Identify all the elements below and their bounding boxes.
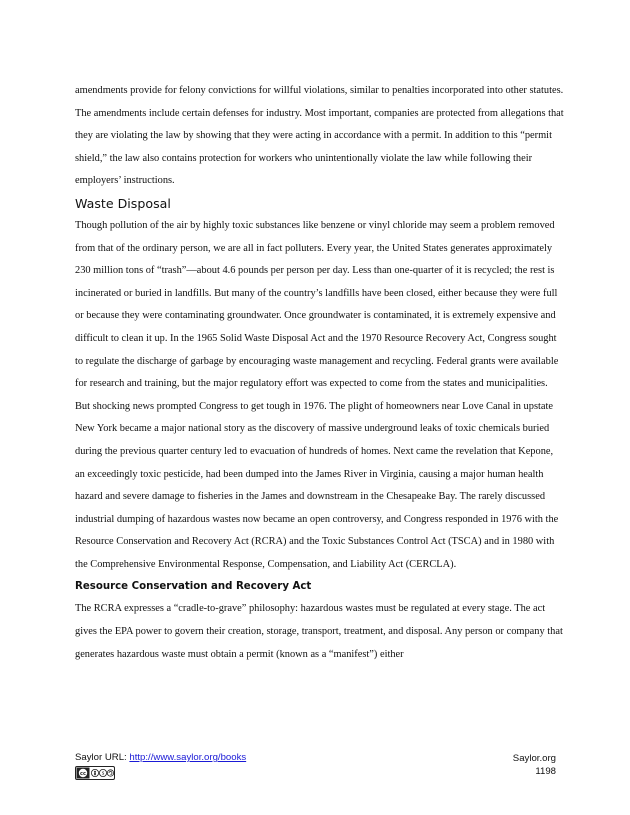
page-number: 1198 xyxy=(535,766,556,777)
footer-source-link[interactable]: http://www.saylor.org/books xyxy=(129,752,247,763)
svg-text:$: $ xyxy=(101,771,105,777)
footer-page-info xyxy=(513,752,556,778)
section-heading: Waste Disposal xyxy=(75,195,171,211)
subsection-heading: Resource Conservation and Recovery Act xyxy=(75,581,312,593)
paragraph: But shocking news prompted Congress to get tough in 1976. The plight of homeowners near Love Canal in upstate New York became a major national story as the discovery of massive underground leaks of toxic chemicals buried during the previous quarter century led to evacuation of hundreds of homes. Next came the revelation that Kepone, an exceedingly toxic pesticide, had been dumped into the James River in Virginia, causing a major human health hazard and severe damage to fisheries in the James and downstream in the Chesapeake Bay. The rarely discussed industrial dumping of hazardous wastes now became an open controversy, and Congress responded in 1976 with the Resource Conservation and Recovery Act (RCRA) and the Toxic Substances Control Act (TSCA) and in 1980 with the Comprehensive Environmental Response, Compensation, and Liability Act (CERCLA). xyxy=(75,400,559,570)
paragraph: The RCRA expresses a “cradle-to-grave” philosophy: hazardous wastes must be regulated at every stage. The act gives the EPA power to govern their creation, storage, transport, treatment, and disposal. Any person or company that generates hazardous waste must obtain a permit (known as a “manifest”) either xyxy=(75,603,563,660)
page-content xyxy=(75,80,565,666)
footer-source-label: Saylor URL: xyxy=(75,752,127,763)
footer-publisher: Saylor.org xyxy=(512,753,556,764)
creative-commons-by-nc-sa-icon xyxy=(75,766,115,780)
paragraph: Though pollution of the air by highly toxic substances like benzene or vinyl chloride may seem a problem removed from that of the ordinary person, we are all in fact polluters. Every year, the United States generates approximately 230 million tons of “trash”—about 4.6 pounds per person per day. Less than one-quarter of it is recycled; the rest is incinerated or buried in landfills. But many of the country’s landfills have been closed, either because they were full or because they were contaminating groundwater. Once groundwater is contaminated, it is extremely expensive and difficult to clean it up. In the 1965 Solid Waste Disposal Act and the 1970 Resource Recovery Act, Congress sought to regulate the discharge of garbage by encouraging waste management and recycling. Federal grants were available for research and training, but the major regulatory effort was expected to come from the states and municipalities. xyxy=(75,219,559,390)
svg-text:cc: cc xyxy=(80,771,86,777)
paragraph: The amendments include certain defenses for industry. Most important, companies are protected from allegations that they are violating the law by showing that they were acting in accordance with a permit. In addition to this “permit shield,” the law also contains protection for workers who unintentionally violate the law while following their employers’ instructions. xyxy=(75,107,564,187)
footer-source xyxy=(75,752,246,763)
paragraph: amendments provide for felony convictions for willful violations, similar to penalties incorporated into other statutes. xyxy=(75,85,564,96)
